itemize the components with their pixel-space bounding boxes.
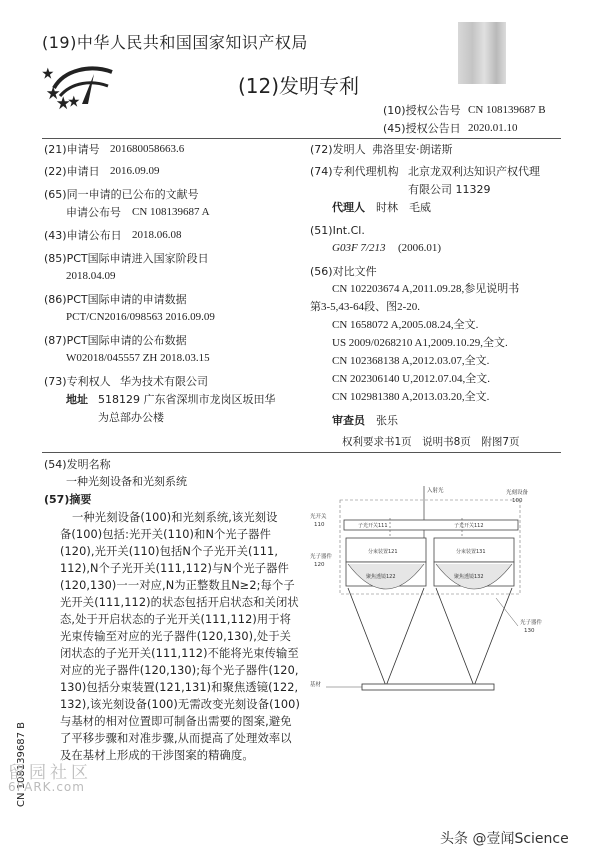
splitter-1-label: 分束装置121 [368,549,398,555]
reference-item: CN 102203674 A,2011.09.28,参见说明书 [332,283,520,295]
side-patent-code: CN 108139687 B [16,722,27,807]
lithography-diagram [306,478,568,716]
representative-drawing [306,478,568,720]
prior-pub-number: CN 108139687 A [132,206,210,218]
device-ref: 100 [512,498,523,504]
sub-switch-1-label: 子光开关111 [358,523,388,529]
agency-line-2: 有限公司 11329 [408,183,491,196]
abstract-line: (120,130)一一对应,N为正整数且N≥2;每个子 [60,579,295,592]
abstract-line: 一种光刻设备(100)和光刻系统,该光刻设 [72,511,278,524]
pages-info: 权利要求书1页 说明书8页 附图7页 [342,436,520,448]
reference-item: US 2009/0268210 A1,2009.10.29,全文. [332,337,508,349]
invention-title: 一种光刻设备和光刻系统 [66,475,187,488]
pct-app-data: PCT/CN2016/098563 2016.09.09 [66,311,215,323]
abstract-line: 备(100)包括:光开关(110)和N个光子器件 [60,528,271,541]
lens-1-label: 聚焦透镜122 [366,574,396,580]
filing-date-label: (22)申请日 [44,165,100,178]
watermark-site: 6PARK.com [8,780,85,794]
pct-entry-date: 2018.04.09 [66,270,116,282]
document-type-title: (12)发明专利 [238,74,360,98]
header-divider [42,138,561,139]
abstract-line: 112),N个子光开关(111,112)与N个光子器件 [60,562,289,575]
agency-label: (74)专利代理机构 [310,165,399,178]
patentee: 华为技术有限公司 [120,375,208,388]
abstract-line: 态,处于开启状态的子光开关(111,112)用于将 [60,613,292,626]
abstract-line: 与基材的相对位置即可制备出需要的图案,避免 [60,715,292,728]
refs-label: (56)对比文件 [310,265,377,278]
splitter-2-label: 分束装置131 [456,549,486,555]
switch-label: 光开关 [310,514,327,520]
device-label: 光刻设备 [506,490,529,496]
abstract-line: 对应的光子器件(120,130);每个光子器件(120, [60,664,299,677]
reference-item: 第3-5,43-64段、图2-20. [310,301,420,313]
reference-item: CN 102368138 A,2012.03.07,全文. [332,355,490,367]
examiner: 张乐 [376,414,398,427]
sub-switch-2-label: 子光开关112 [454,523,484,529]
photon-device-ref-1: 120 [314,562,325,568]
switch-ref: 110 [314,522,325,528]
lens-2-label: 聚焦透镜132 [454,574,484,580]
invention-title-label: (54)发明名称 [44,458,111,471]
pct-pub-data: W02018/045557 ZH 2018.03.15 [66,352,210,364]
watermark-text: 留园社区 [8,763,92,783]
abstract-line: 光开关(111,112)的状态包括开启状态和关闭状 [60,596,299,609]
emblem-graphic [42,54,122,118]
photon-device-label: 光子器件 [310,554,333,560]
abstract-heading: (57)摘要 [44,493,92,506]
intcl-label: (51)Int.Cl. [310,224,365,237]
pub-date-label: (43)申请公布日 [44,229,122,242]
patentee-label: (73)专利权人 [44,375,111,388]
address-line-1: 518129 广东省深圳市龙岗区坂田华 [98,393,276,406]
cnipa-emblem [42,54,122,122]
abstract-line: 132),该光刻设备(100)无需改变光刻设备(100) [60,698,300,711]
incident-light-label: 入射光 [427,488,444,494]
substrate-label: 基材 [310,682,322,688]
examiner-label: 审查员 [332,414,365,427]
app-no: 201680058663.6 [110,143,185,155]
photon-device-ref-2: 130 [524,628,535,634]
grant-date: 2020.01.10 [468,122,518,134]
abstract-line: (120),光开关(110)包括N个子光开关(111, [60,545,279,558]
grant-number-label: (10)授权公告号 [383,104,461,117]
filing-date: 2016.09.09 [110,165,160,177]
address-label: 地址 [66,393,88,406]
agency-line-1: 北京龙双利达知识产权代理 [408,165,540,178]
pct-entry-label: (85)PCT国际申请进入国家阶段日 [44,252,209,265]
agent: 时林 毛威 [376,201,431,214]
photon-device-label-2: 光子器件 [520,620,543,626]
prior-pub-label: (65)同一申请的已公布的文献号 [44,188,199,201]
grant-number: CN 108139687 B [468,104,546,116]
biblio-divider [42,452,561,453]
agent-label: 代理人 [332,201,365,214]
abstract-line: 130)包括分束装置(121,131)和聚焦透镜(122, [60,681,299,694]
patent-office-name: (19)中华人民共和国国家知识产权局 [42,33,308,52]
abstract-line: 闭状态的子光开关(111,112)不能将光束传输至 [60,647,299,660]
intcl-code: G03F 7/213 [332,242,386,254]
reference-item: CN 202306140 U,2012.07.04,全文. [332,373,490,385]
inventor: 弗洛里安·朗诺斯 [372,143,453,156]
source-credit: 头条 @壹闻Science [440,831,569,847]
reference-item: CN 1658072 A,2005.08.24,全文. [332,319,479,331]
abstract-line: 光束传输至对应的光子器件(120,130),处于关 [60,630,292,643]
pub-date: 2018.06.08 [132,229,182,241]
grant-date-label: (45)授权公告日 [383,122,461,135]
address-line-2: 为总部办公楼 [98,411,164,424]
reference-item: CN 102981380 A,2013.03.20,全文. [332,391,490,403]
prior-pub-sub-label: 申请公布号 [66,206,121,219]
pct-pub-label: (87)PCT国际申请的公布数据 [44,334,187,347]
abstract-line: 了平移步骤和对准步骤,从而提高了处理效率以 [60,732,292,745]
app-no-label: (21)申请号 [44,143,100,156]
intcl-date: (2006.01) [398,242,442,254]
inventor-label: (72)发明人 [310,143,366,156]
pct-app-label: (86)PCT国际申请的申请数据 [44,293,187,306]
blurred-qr-code [458,22,506,84]
abstract-line: 及在基材上形成的干涉图案的精确度。 [60,749,254,762]
